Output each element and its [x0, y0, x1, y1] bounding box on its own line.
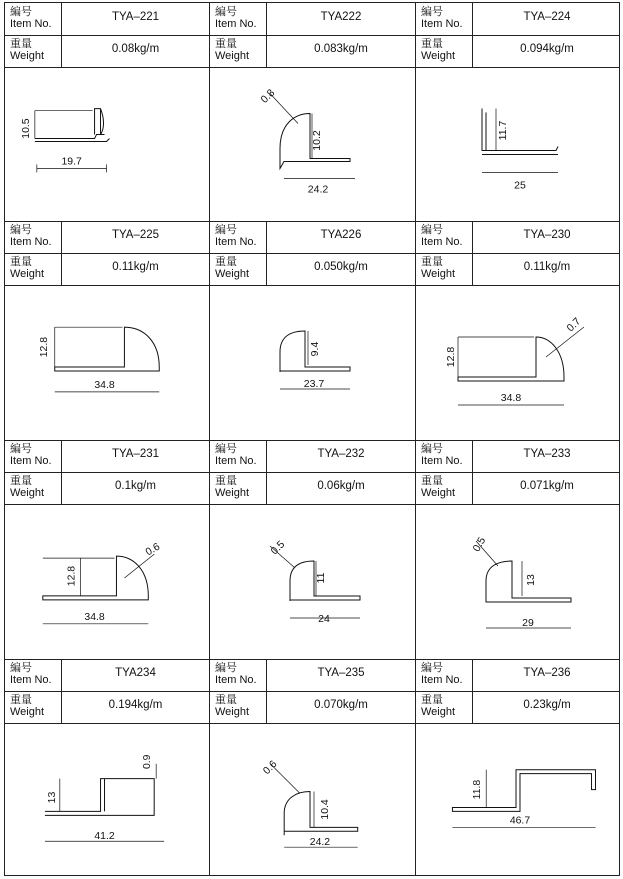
weight-value: 0.094kg/m — [520, 43, 574, 55]
item-number: TYA–232 — [317, 448, 365, 460]
item-label-cn: 編号 — [421, 224, 443, 236]
item-label-en: Item No. — [215, 18, 257, 30]
dimension-label: 24.2 — [309, 837, 331, 849]
dimension-label: 23.7 — [303, 378, 325, 390]
weight-value: 0.11kg/m — [523, 261, 571, 273]
dimension-label: 12.8 — [445, 346, 457, 368]
item-number: TYA–231 — [111, 448, 160, 460]
product-cell — [416, 221, 621, 440]
weight-label-en: Weight — [10, 487, 45, 499]
product-cell — [210, 3, 415, 221]
item-number: TYA–233 — [523, 448, 571, 460]
item-label-en: Item No. — [10, 18, 52, 30]
item-label-cn: 編号 — [215, 6, 237, 18]
item-label-cn: 編号 — [10, 662, 32, 674]
profile-drawing — [210, 505, 415, 659]
weight-label-en: Weight — [215, 50, 250, 62]
product-cell — [416, 3, 621, 221]
dimension-label: 12.8 — [38, 336, 50, 358]
weight-label-cn: 重量 — [215, 475, 237, 487]
weight-value: 0.08kg/m — [111, 43, 160, 55]
weight-label-en: Weight — [10, 268, 45, 280]
product-cell — [210, 440, 415, 659]
weight-label-cn: 重量 — [421, 694, 443, 706]
product-cell — [210, 221, 415, 440]
item-label-en: Item No. — [215, 674, 257, 686]
dimension-label: 11 — [315, 572, 327, 584]
item-label-en: Item No. — [215, 236, 257, 248]
profile-drawing — [210, 286, 415, 440]
weight-label-en: Weight — [421, 487, 456, 499]
weight-value: 0.06kg/m — [317, 480, 365, 492]
profile-drawing — [5, 286, 209, 440]
item-number: TYA–235 — [317, 667, 365, 679]
dimension-label: 9.4 — [309, 341, 321, 357]
dimension-label: 10.5 — [20, 118, 32, 139]
weight-value: 0.050kg/m — [314, 261, 368, 273]
profile-drawing — [5, 505, 209, 659]
dimension-label: 0.5 — [268, 538, 288, 558]
weight-value: 0.11kg/m — [112, 261, 159, 273]
dimension-label: 25 — [514, 179, 526, 192]
item-number: TYA222 — [320, 11, 362, 23]
dimension-label: 13 — [46, 791, 58, 804]
dimension-label: 24.2 — [307, 183, 329, 196]
weight-label-cn: 重量 — [10, 256, 32, 268]
dimension-label: 11.7 — [497, 120, 509, 141]
item-label-cn: 編号 — [421, 6, 443, 18]
dimension-label: 19.7 — [61, 156, 82, 168]
item-label-cn: 編号 — [215, 224, 237, 236]
weight-label-cn: 重量 — [421, 38, 443, 50]
product-cell — [416, 659, 621, 875]
weight-label-cn: 重量 — [10, 694, 32, 706]
weight-label-en: Weight — [10, 706, 45, 718]
profile-drawing — [210, 68, 415, 221]
dimension-label: 0.9 — [142, 754, 154, 769]
profile-drawing — [5, 724, 209, 875]
weight-label-cn: 重量 — [215, 694, 237, 706]
item-number: TYA–225 — [111, 229, 160, 241]
dimension-label: 0.8 — [258, 86, 278, 106]
profile-drawing — [416, 68, 621, 221]
item-label-en: Item No. — [10, 455, 52, 467]
product-cell — [5, 659, 209, 875]
item-label-cn: 編号 — [10, 443, 32, 455]
dimension-label: 13 — [525, 574, 537, 586]
item-number: TYA226 — [320, 229, 362, 241]
product-cell — [5, 221, 209, 440]
dimension-label: 0.7 — [564, 315, 584, 335]
item-label-en: Item No. — [421, 236, 463, 248]
weight-label-cn: 重量 — [421, 256, 443, 268]
weight-label-en: Weight — [215, 706, 250, 718]
weight-value: 0.23kg/m — [523, 699, 571, 711]
weight-value: 0.1kg/m — [115, 480, 156, 492]
item-number: TYA–236 — [523, 667, 571, 679]
product-spec-table — [4, 2, 620, 876]
item-label-en: Item No. — [10, 236, 52, 248]
item-label-en: Item No. — [421, 674, 463, 686]
weight-label-en: Weight — [215, 487, 250, 499]
product-cell — [5, 3, 209, 221]
product-cell — [210, 659, 415, 875]
profile-drawing — [416, 505, 621, 659]
weight-label-en: Weight — [421, 50, 456, 62]
dimension-label: 24 — [318, 613, 330, 625]
item-label-cn: 編号 — [10, 224, 32, 236]
weight-label-en: Weight — [215, 268, 250, 280]
weight-label-cn: 重量 — [10, 475, 32, 487]
item-label-cn: 編号 — [421, 662, 443, 674]
item-label-cn: 編号 — [10, 6, 32, 18]
dimension-label: 11.8 — [472, 779, 484, 800]
weight-value: 0.194kg/m — [108, 699, 163, 711]
weight-value: 0.070kg/m — [314, 699, 368, 711]
weight-label-en: Weight — [10, 50, 45, 62]
profile-drawing — [416, 286, 621, 440]
weight-label-cn: 重量 — [215, 38, 237, 50]
dimension-label: 0.5 — [470, 535, 489, 554]
dimension-label: 29 — [522, 617, 534, 629]
dimension-label: 34.8 — [84, 611, 105, 623]
product-cell — [416, 440, 621, 659]
item-number: TYA234 — [115, 667, 156, 679]
item-label-cn: 編号 — [215, 443, 237, 455]
item-label-en: Item No. — [215, 455, 257, 467]
item-number: TYA–230 — [523, 229, 571, 241]
dimension-label: 34.8 — [94, 379, 115, 391]
weight-value: 0.083kg/m — [314, 43, 368, 55]
dimension-label: 12.8 — [66, 565, 78, 587]
item-label-en: Item No. — [10, 674, 52, 686]
dimension-label: 41.2 — [94, 831, 115, 843]
weight-label-cn: 重量 — [215, 256, 237, 268]
dimension-label: 34.8 — [500, 392, 522, 404]
item-label-en: Item No. — [421, 18, 463, 30]
dimension-label: 0.6 — [261, 758, 280, 777]
weight-label-en: Weight — [421, 706, 456, 718]
item-number: TYA–221 — [111, 11, 160, 23]
profile-drawing — [5, 68, 209, 221]
item-label-cn: 編号 — [421, 443, 443, 455]
weight-label-en: Weight — [421, 268, 456, 280]
product-cell — [5, 440, 209, 659]
weight-value: 0.071kg/m — [520, 480, 574, 492]
dimension-label: 46.7 — [509, 815, 531, 827]
item-label-en: Item No. — [421, 455, 463, 467]
item-label-cn: 編号 — [215, 662, 237, 674]
profile-drawing — [210, 724, 415, 875]
item-number: TYA–224 — [523, 11, 571, 23]
profile-drawing — [416, 724, 621, 875]
dimension-label: 10.2 — [311, 130, 323, 151]
weight-label-cn: 重量 — [421, 475, 443, 487]
weight-label-cn: 重量 — [10, 38, 32, 50]
dimension-label: 10.4 — [319, 799, 331, 820]
dimension-label: 0.6 — [143, 541, 163, 559]
